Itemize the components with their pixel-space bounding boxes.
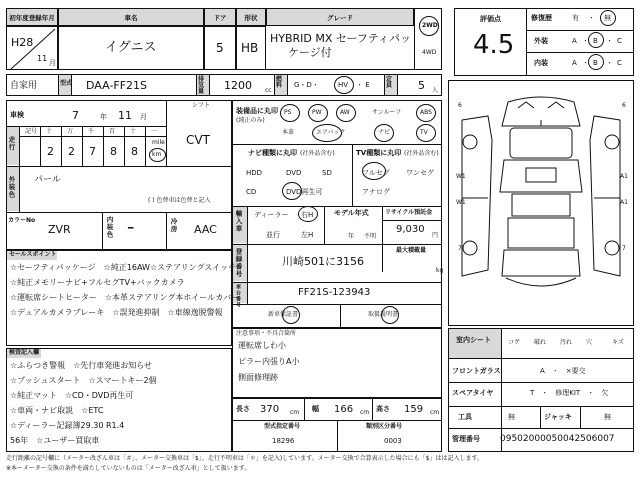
note-line: ☆車両・ナビ取説 ☆ETC [10,406,104,415]
note-line: ☆ディーラー記録簿29.30 R1.4 [10,421,125,430]
sales-point-line: ☆純正メモリーナビ+フルセグTV+バックカメラ [10,278,185,287]
new-car-cert: 新車保証書 [268,311,299,318]
diagram-mark-4: A1 [620,173,628,180]
score-value: 4.5 [473,30,515,60]
interior-color-value: ━ [128,224,134,234]
equipment-item: サンルーフ [372,109,402,116]
mileage-unit-header: 十 [46,128,53,135]
reg-divider-icon [7,27,59,71]
length-value: 370 [260,404,280,415]
sales-point-line: ☆運転席シートヒーター ☆本革ステアリング本ホイールカバー [10,293,240,302]
mile-unit: mile [152,139,165,146]
diagram-mark-6: A1 [620,199,628,206]
defect-line: 運転席しわ小 [238,341,286,350]
sales-point-label: セールスポイント [9,251,57,258]
mileage-col-divider [40,126,41,166]
shape-label: 形状 [236,8,266,26]
grade-line1: HYBRID MX セーフティパッ [270,32,412,45]
interior-sheet-item: 穴 [586,339,593,346]
chassis-value: FF21S-123943 [298,287,371,298]
inspection-label: 車検 [10,111,24,119]
spare-tire-options: T ・ 修理KIT ・ 欠 [530,389,609,397]
interior-sheet-item: コゲ [508,339,521,346]
chassis-label: 車台番号 [235,284,241,308]
inspection-month: 11 [118,109,132,122]
class-value: 0003 [384,437,402,445]
capacity-value: 5 [418,79,425,92]
car-name-cell [58,26,204,70]
recycle-value: 9,030 [396,224,425,235]
cert-value: 18296 [272,437,295,445]
note-line: ☆プッシュスタート ☆スマートキー2個 [10,376,157,385]
car-name: イグニス [105,40,157,55]
tools-value: 無 [508,413,515,421]
reg-month-unit: 月 [49,59,56,67]
interior-sheet-item: 破れ [534,339,547,346]
auction-sheet: 初年度登録年月 車名 ドア 形状 グレード H28 11 月 イグニス 5 HB HYBRID MX セーフティパッ ケージ付 2WD 4WD 自家用 型式 DAA-FF21S 排気量 1200 cc 燃料 G・D・ HV ・ E 定員 5 人 評価点 4.5 修復歴 有 ・ 無 外装 A ・ B ・ C 内装 A ・ B ・ C 車検 7 年 11 月 シフト CVT 走行 記号 十 万 千 百 十 一 2 2 7 8 8 mile km 外装色 パール ( ) 色替車は色替と記入 カラーNo ZVR 内装色 ━ 冷房 AAC 装備品に丸印 (純正のみ) PS PW AW サンルーフ ABS 本革 エアバック ナビ TV ナビ種類に丸印 (社外品含む) HDD DVD SD CD DVD再生可 TV種類に丸印 (社外品含む) フルセグ ワンセグ アナログ 輸入車 ディーラー 右H 並行 左H モデル年式 年 不明 リサイクル預託金 9,030 円 最大積載量 kg 登録番号 川崎501に3156 車台番号 FF21S-123943 新車保証書 取扱説明書 セールスポイント ☆セーフティパッケージ ☆純正16AW☆ステアリングスイッチ ☆純正メモリーナビ+フルセグTV+バックカメラ ☆運転席シートヒーター ☆本革ステアリング本ホイールカバー ☆デュアルカメラブレーキ ☆誤発進抑制 ☆車線逸脱警報 検査記入欄 ☆ふらつき警報 ☆先行車発進お知らせ ☆プッシュスタート ☆スマートキー2個 ☆純正マット ☆CD・DVD再生可 ☆車両・ナビ取説 ☆ETC ☆ディーラー記録簿29.30 R1.4 56年 ☆ユーザー買取車 注意事項・不具合箇所 運転席しわ小 ピラー内張りA小 側面修理跡 長さ 370 cm 幅 166 cm 高さ 159 cm 型式指定番号 18296 類別区分番号 0003 6 6 W1 A1 W1 A1 7 7 室内シート コゲ 破れ 汚れ 穴 キズ フロントガラス A ・ ×要交 スペアタイヤ T ・ 修理KIT ・ 欠 工具 無 ジャッキ 無 管理番号 09502000050042506007 走行距離の記号欄に（メーター改ざん車は「＃」、メーター交換車は「$」、走行不明車は「＊」を記入)しています。メーター交換で合算表示した場合にも「$」はは記入します。 ※本ーメーター交換の条件を満たしていないものは「メーター改ざん車」として扱います。 [0,0,640,480]
capacity-unit: 人 [432,87,439,94]
grade-line2: ケージ付 [288,46,332,59]
note-line: ☆純正マット ☆CD・DVD再生可 [10,391,134,400]
diagram-mark-5: W1 [456,199,466,206]
doors-cell [204,26,236,70]
defect-line: 側面修理跡 [238,373,278,382]
equipment-label: 装備品に丸印 [236,107,278,115]
windshield-options: A ・ ×要交 [540,367,586,375]
owner-manual: 取扱説明書 [368,311,399,318]
plate-label: 登録番号 [234,248,243,278]
footer-line1: 走行距離の記号欄に（メーター改ざん車は「＃」、メーター交換車は「$」、走行不明車は「＊」を記入)しています。メーター交換で合算表示した場合にも「$」はは記入します。 [6,455,484,462]
mileage-digit: 8 [110,145,117,158]
spare-tire-label: スペアタイヤ [452,389,494,397]
fuel-rest: ・ E [356,81,370,89]
use-type: 自家用 [10,81,38,91]
model-value: DAA-FF21S [86,79,147,92]
import-label: 輸入車 [234,210,243,233]
tools-label: 工具 [458,413,472,421]
shape-value: HB [241,41,259,55]
interior-grade-label: 内装 [534,59,548,67]
ac-value: AAC [194,223,217,236]
tv-label: TV種類に丸印 [356,149,402,157]
model-year-label: モデル年式 [334,209,369,217]
exterior-color-value: パール [34,175,61,185]
score-label: 評価点 [480,15,501,23]
equipment-item: エアバック [316,129,346,136]
management-label: 管理番号 [452,435,480,443]
model-label: 型式 [60,80,73,87]
mileage-col-divider [124,126,125,166]
equipment-item: ABS [420,109,432,116]
mileage-unit-header: 万 [67,128,74,135]
navi-label: ナビ種類に丸印 [248,149,297,157]
footer-line2: ※本ーメーター交換の条件を満たしていないものは「メーター改ざん車」として扱います。 [6,465,251,472]
exterior-color-note: ( ) 色替車は色替と記入 [148,197,211,204]
fuel-hv: HV [338,81,349,89]
repair-label: 修復歴 [531,14,552,22]
exterior-color-label: 外装色 [7,176,16,199]
fuel-label: 燃料 [276,76,283,89]
equipment-item: TV [420,129,428,136]
width-value: 166 [334,404,354,415]
mileage-unit-header: 百 [109,128,116,135]
diagram-mark-8: 7 [622,245,626,252]
plate-value: 川崎501に3156 [282,255,364,268]
shape-cell [236,26,266,70]
doors-label: ドア [204,8,236,26]
defects-label: 注意事項・不具合箇所 [236,330,297,337]
note-line: 56年 ☆ユーザー買取車 [10,436,100,445]
interior-sheet-label: 室内シート [456,336,491,344]
recycle-label: リサイクル預託金 [385,209,433,216]
shift-label: シフト [192,102,211,109]
reg-month: 11 [37,54,48,63]
repair-no: 無 [604,14,611,22]
equipment-item: AW [340,109,350,116]
mileage-col-divider [145,126,146,166]
management-value: 09502000050042506007 [500,434,615,444]
max-load-label: 最大積載量 [396,247,427,254]
interior-color-label: 内装色 [105,216,114,239]
mileage-digit: 2 [47,145,54,158]
exterior-grade-label: 外装 [534,37,548,45]
mileage-label: 走行 [7,136,16,151]
reg-label: 初年度登録年月 [6,8,58,26]
jack-value: 無 [604,413,611,421]
equipment-item: 本革 [282,129,295,136]
inspection-year: 7 [72,109,79,122]
diagram-mark-2: 6 [622,102,626,109]
mileage-unit-header: 十 [130,128,137,135]
equipment-item: ナビ [378,129,391,136]
mileage-col-divider [61,126,62,166]
notes-label: 検査記入欄 [9,349,40,356]
mileage-digit: 2 [68,145,75,158]
equipment-sublabel: (純正のみ) [236,117,265,124]
jack-label: ジャッキ [544,413,572,421]
mileage-unit-header: 一 [151,128,158,135]
drive-4wd: 4WD [422,49,437,56]
car-diagram-icon [448,80,634,326]
capacity-label: 定員 [386,76,393,89]
displacement-value: 1200 [224,79,252,92]
drive-2wd: 2WD [422,22,438,29]
sales-point-line: ☆デュアルカメラブレーキ ☆誤発進抑制 ☆車線逸脱警報 [10,308,223,317]
doors-value: 5 [216,41,224,55]
equipment-item: PW [312,109,322,116]
mileage-digit: 7 [89,145,96,158]
ac-label: 冷房 [169,218,178,233]
color-no-value: ZVR [48,223,71,236]
interior-sheet-item: 汚れ [560,339,573,346]
defect-line: ピラー内張りA小 [238,357,300,366]
mileage-col-divider [82,126,83,166]
diagram-mark-3: W1 [456,173,466,180]
interior-sheet-item: キズ [612,339,624,346]
grade-label: グレード [266,8,414,26]
mileage-col-divider [103,126,104,166]
reg-cell [6,26,58,70]
mileage-digit: 8 [131,145,138,158]
km-unit: km [152,151,162,158]
equipment-item: PS [284,109,292,116]
windshield-label: フロントガラス [452,367,501,375]
diagram-mark-1: 6 [458,102,462,109]
car-name-label: 車名 [58,8,204,26]
reg-year: H28 [11,36,34,49]
height-value: 159 [404,404,424,415]
cc-unit: cc [265,87,272,94]
repair-yes: 有 [572,14,579,22]
displacement-label: 排気量 [198,76,205,95]
color-no-label: カラーNo [8,217,36,224]
note-line: ☆ふらつき警報 ☆先行車発進お知らせ [10,361,153,370]
mileage-unit-header: 千 [88,128,95,135]
shift-value: CVT [186,133,210,147]
mileage-unit-header: 記号 [25,128,38,135]
sales-point-line: ☆セーフティパッケージ ☆純正16AW☆ステアリングスイッチ [10,263,237,272]
diagram-mark-7: 7 [458,245,462,252]
fuel-options: G・D・ [294,81,319,89]
